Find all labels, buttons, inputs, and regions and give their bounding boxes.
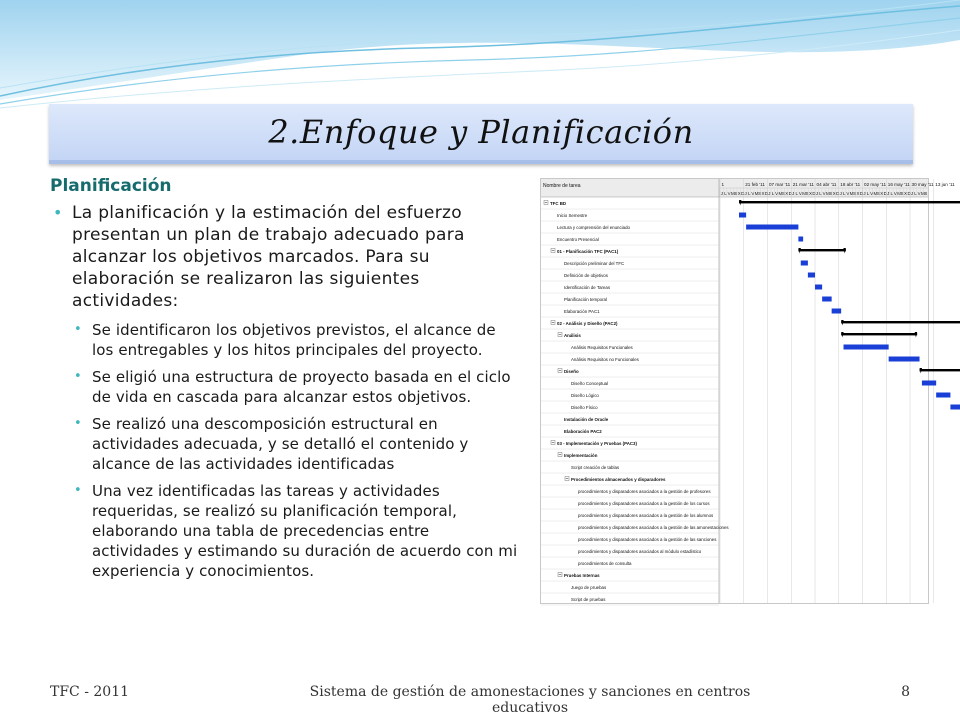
gantt-day-letter: S xyxy=(853,191,857,196)
gantt-day-letter: S xyxy=(876,191,880,196)
gantt-day-letter: J xyxy=(792,191,795,196)
gantt-task-bar xyxy=(889,357,920,362)
section-heading: Planificación xyxy=(50,176,172,196)
gantt-task-bar xyxy=(832,309,842,314)
gantt-task-name: Elaboración PAC2 xyxy=(564,429,602,434)
gantt-day-letter: V xyxy=(822,191,826,196)
gantt-day-letter: L xyxy=(771,191,775,196)
gantt-task-name: Script creación de tablas xyxy=(571,465,620,470)
gantt-day-letter: J xyxy=(768,191,771,196)
gantt-task-name: 01 - Planificación TFC (PAC1) xyxy=(557,249,619,254)
gantt-day-letter: M xyxy=(730,191,735,196)
gantt-chart xyxy=(541,179,955,603)
gantt-day-letter: L xyxy=(866,191,870,196)
gantt-task-name: Elaboración PAC1 xyxy=(564,309,600,314)
gantt-day-letter: D xyxy=(836,191,840,196)
gantt-task-bar xyxy=(746,225,798,230)
gantt-day-letter: V xyxy=(751,191,755,196)
slide-footer xyxy=(0,684,960,716)
gantt-day-letter: V xyxy=(798,191,802,196)
gantt-task-bar xyxy=(815,285,822,290)
gantt-task-bar xyxy=(798,237,803,242)
gantt-day-letter: M xyxy=(873,191,878,196)
gantt-task-name: Definición de objetivos xyxy=(564,273,608,278)
gantt-day-letter: D xyxy=(812,191,816,196)
gantt-day-letter: D xyxy=(859,191,864,196)
gantt-day-letter: J xyxy=(839,191,842,196)
gantt-task-name: Procedimientos almacenados y disparadores xyxy=(571,477,666,482)
gantt-day-letter: M xyxy=(802,191,806,196)
slide-title-bar xyxy=(49,104,913,164)
gantt-day-letter: D xyxy=(764,191,769,196)
gantt-summary-bar xyxy=(920,369,960,371)
gantt-day-letter: L xyxy=(819,191,822,196)
gantt-day-letter: S xyxy=(781,191,785,196)
gantt-task-bar xyxy=(936,393,950,398)
gantt-day-letter: X xyxy=(785,191,789,196)
gantt-week-label: 16 may '11 xyxy=(887,182,910,187)
gantt-task-bar xyxy=(822,297,832,302)
gantt-task-name: procedimientos de consulta xyxy=(578,561,632,566)
sub-bullet: • Se eligió una estructura de proyecto basada en el ciclo de vida en cascada para alcanzar estos objetivos. xyxy=(72,367,520,407)
gantt-day-letter: X xyxy=(809,191,812,196)
sub-bullet-list xyxy=(72,320,520,581)
gantt-week-label: 18 abr '11 xyxy=(840,182,861,187)
gantt-day-letter: M xyxy=(825,191,830,196)
gantt-week-label: 02 may '11 xyxy=(864,182,887,187)
gantt-task-name: procedimientos y disparadores asociados a la gestión de los cursos xyxy=(578,501,710,506)
gantt-day-letter: V xyxy=(846,191,850,196)
gantt-day-letter: J xyxy=(910,191,914,196)
gantt-day-letter: X xyxy=(737,191,741,196)
gantt-day-letter: M xyxy=(921,191,925,196)
gantt-task-name: procedimientos y disparadores asociados a la gestión de los alumnos xyxy=(578,513,714,518)
gantt-day-letter: V xyxy=(917,191,921,196)
gantt-day-letter: S xyxy=(900,191,904,196)
slide-content xyxy=(50,176,520,588)
gantt-day-letter: J xyxy=(744,191,747,196)
gantt-day-letter: S xyxy=(924,191,928,196)
gantt-day-letter: V xyxy=(727,191,731,196)
decorative-wave-header xyxy=(0,0,960,110)
gantt-task-name: Juego de pruebas xyxy=(571,585,607,590)
gantt-task-name: Encuentro Presencial xyxy=(557,237,599,242)
gantt-week-label: 21 feb '11 xyxy=(745,182,765,187)
gantt-day-letter: D xyxy=(907,191,911,196)
footer-course: TFC - 2011 xyxy=(50,684,130,700)
gantt-day-letter: X xyxy=(761,191,765,196)
gantt-day-letter: M xyxy=(849,191,854,196)
gantt-week-label: 1 xyxy=(721,182,725,187)
gantt-task-name: TFC BD xyxy=(550,201,567,206)
gantt-task-name: procedimientos y disparadores asociados al módulo estadístico xyxy=(578,549,702,554)
gantt-day-letter: V xyxy=(870,191,874,196)
gantt-task-name: Inicio Semestre xyxy=(557,213,588,218)
slide-title: 2.Enfoque y Planificación xyxy=(268,113,694,151)
gantt-day-letter: X xyxy=(880,191,884,196)
gantt-chart-image xyxy=(540,178,955,604)
gantt-task-bar xyxy=(808,273,815,278)
gantt-day-letter: V xyxy=(893,191,897,196)
gantt-task-name: Identificación de Tareas xyxy=(564,285,611,290)
gantt-day-letter: L xyxy=(914,191,917,196)
gantt-day-letter: D xyxy=(788,191,792,196)
gantt-day-letter: L xyxy=(795,191,798,196)
gantt-summary-bar xyxy=(841,333,917,335)
gantt-day-letter: M xyxy=(754,191,759,196)
gantt-day-letter: X xyxy=(832,191,836,196)
main-bullet-text: La planificación y la estimación del esfuerzo presentan un plan de trabajo adecuado para alcanzar los objetivos marcados. Para su elaboración se realizaron las siguientes actividades: xyxy=(72,203,465,311)
gantt-day-letter: J xyxy=(887,191,890,196)
main-bullet-list xyxy=(50,202,520,581)
gantt-task-name: Pruebas Internas xyxy=(564,573,600,578)
gantt-task-name: Análisis Requisitos no Funcionales xyxy=(571,357,639,362)
gantt-day-letter: L xyxy=(724,191,727,196)
gantt-summary-bar xyxy=(841,321,960,323)
gantt-summary-bar xyxy=(739,201,960,203)
gantt-week-label: 21 mar '11 xyxy=(792,182,814,187)
gantt-task-bar xyxy=(922,381,936,386)
gantt-task-bar xyxy=(801,261,808,266)
gantt-week-label: 30 may '11 xyxy=(911,182,934,187)
gantt-day-letter: X xyxy=(904,191,907,196)
gantt-task-name: Instalación de Oracle xyxy=(564,417,609,422)
gantt-task-name: 02 - Análisis y Diseño (PAC2) xyxy=(557,321,618,326)
gantt-day-letter: L xyxy=(890,191,893,196)
gantt-day-letter: M xyxy=(778,191,783,196)
gantt-day-letter: S xyxy=(734,191,738,196)
gantt-task-name: procedimientos y disparadores asociados a la gestión de las amonestaciones xyxy=(578,525,729,530)
gantt-day-letter: X xyxy=(856,191,860,196)
gantt-task-name: 03 - Implementación y Pruebas (PAC3) xyxy=(557,441,637,446)
gantt-task-name: Planificación temporal xyxy=(564,297,607,302)
gantt-task-name: Implementación xyxy=(564,453,598,458)
sub-bullet: • Se identificaron los objetivos previstos, el alcance de los entregables y los hitos principales del proyecto. xyxy=(72,320,520,360)
gantt-week-label: 04 abr '11 xyxy=(816,182,837,187)
gantt-task-bar xyxy=(739,213,746,218)
main-bullet xyxy=(50,202,520,581)
gantt-day-letter: S xyxy=(829,191,833,196)
gantt-day-letter: D xyxy=(883,191,887,196)
gantt-day-letter: V xyxy=(775,191,779,196)
sub-bullet: • Se realizó una descomposición estructural en actividades adecuada, y se detalló el contenido y alcance de las actividades identificadas xyxy=(72,414,520,474)
gantt-day-letter: S xyxy=(758,191,762,196)
gantt-day-letter: S xyxy=(805,191,809,196)
gantt-task-name: procedimientos y disparadores asociados a la gestión de profesores xyxy=(578,489,711,494)
gantt-day-letter: L xyxy=(842,191,846,196)
gantt-task-name: Diseño Lógico xyxy=(571,393,599,398)
gantt-day-letter: M xyxy=(897,191,901,196)
gantt-task-name: Diseño Conceptual xyxy=(571,381,609,386)
gantt-day-letter: L xyxy=(747,191,751,196)
gantt-week-label: 07 mar '11 xyxy=(769,182,791,187)
gantt-task-name: Script de pruebas xyxy=(571,597,606,602)
gantt-task-name: Diseño xyxy=(564,369,579,374)
gantt-task-name: Análisis xyxy=(564,333,581,338)
gantt-task-bar xyxy=(844,345,889,350)
gantt-day-letter: J xyxy=(720,191,724,196)
gantt-day-letter: J xyxy=(815,191,819,196)
gantt-day-letter: D xyxy=(741,191,745,196)
gantt-day-letter: J xyxy=(863,191,866,196)
sub-bullet: • Una vez identificadas las tareas y actividades requeridas, se realizó su planificación temporal, elaborando una tabla de precedencias entre actividades y estimando su duración de acuerdo con mi experiencia y conocimientos. xyxy=(72,481,520,581)
gantt-task-name: Lectura y comprensión del enunciado xyxy=(557,225,630,230)
gantt-week-label: 13 jun '11 xyxy=(935,182,955,187)
gantt-summary-bar xyxy=(798,249,846,251)
page-number: 8 xyxy=(901,684,910,700)
gantt-task-name: Análisis Requisitos Funcionales xyxy=(571,345,633,350)
gantt-task-name: Diseño Físico xyxy=(571,405,598,410)
footer-project-title: Sistema de gestión de amonestaciones y sanciones en centros educativos xyxy=(309,684,751,716)
gantt-task-name: Descripción preliminar del TFC xyxy=(564,261,625,266)
gantt-task-bar xyxy=(950,405,960,410)
gantt-task-name: procedimientos y disparadores asociados a la gestión de las sanciones xyxy=(578,537,717,542)
gantt-column-header: Nombre de tarea xyxy=(543,183,581,189)
